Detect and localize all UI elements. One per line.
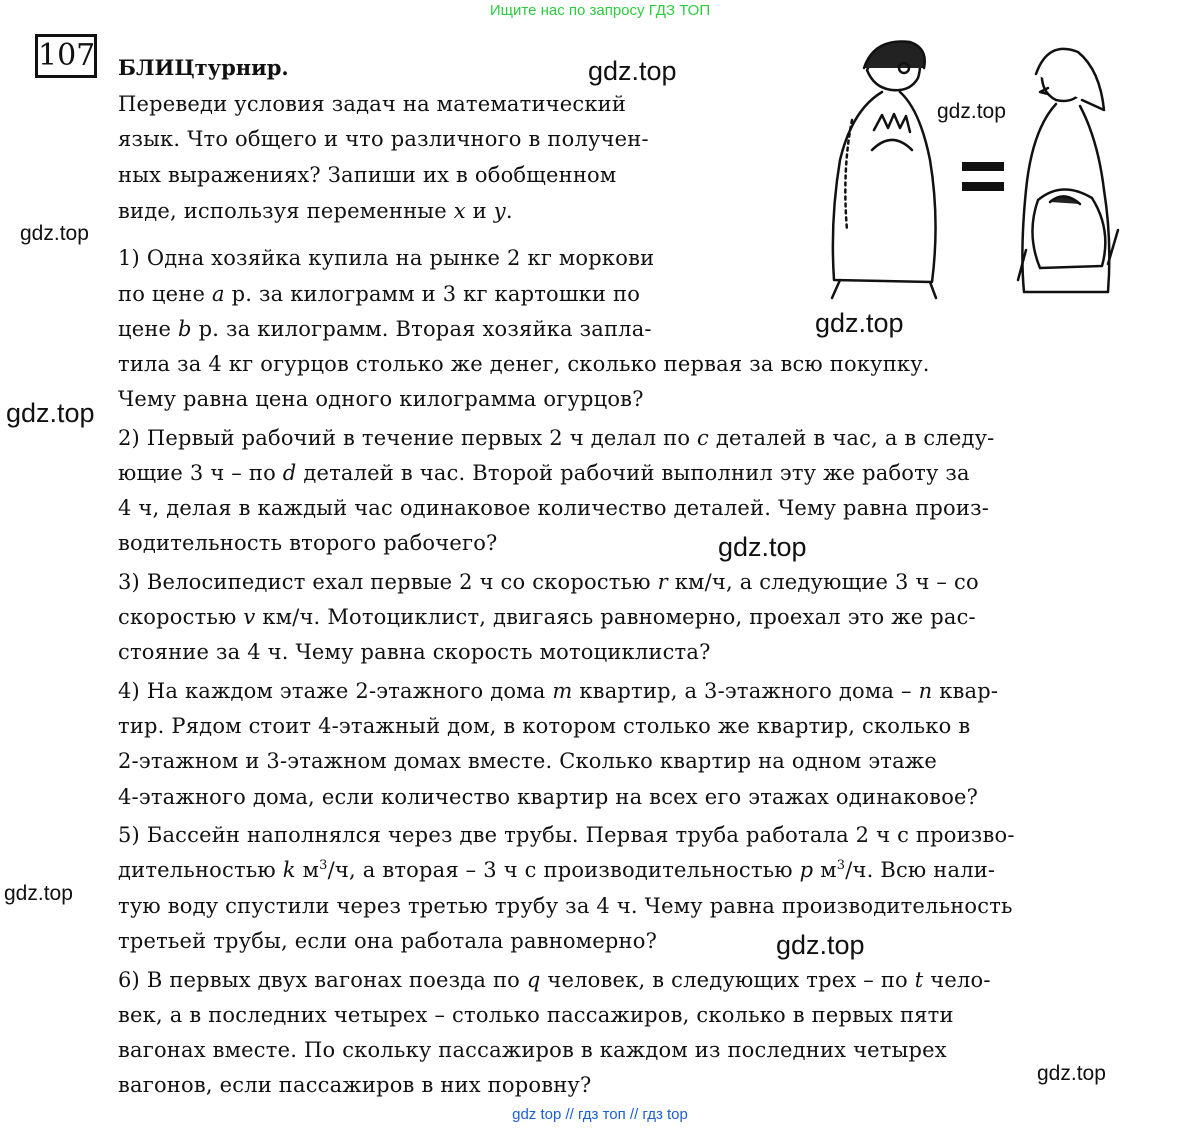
problem-4-line-4: 4-этажного дома, если количество квартир на всех его этажах одинаковое? bbox=[118, 785, 979, 809]
text: человек, в следующих трех – по bbox=[540, 968, 915, 992]
problem-3-line-1 bbox=[118, 564, 979, 600]
intro-end: . bbox=[505, 199, 513, 223]
intro-line-3: ных выражениях? Запиши их в обобщенном bbox=[118, 163, 617, 187]
text: 3) Велосипедист ехал первые 2 ч со скоростью bbox=[118, 570, 658, 594]
text: 4) На каждом этаже 2-этажного дома bbox=[118, 679, 553, 703]
problem-5-line-2 bbox=[118, 852, 995, 888]
text: чело- bbox=[923, 968, 991, 992]
watermark: gdz.top bbox=[4, 882, 73, 905]
text: км/ч. Мотоциклист, двигаясь равномерно, проехал это же рас- bbox=[255, 605, 976, 629]
watermark: gdz.top bbox=[1037, 1062, 1106, 1085]
var-n: n bbox=[918, 679, 933, 703]
text: скоростью bbox=[118, 605, 244, 629]
text: р. за килограмм. Вторая хозяйка запла- bbox=[191, 317, 652, 341]
text: по цене bbox=[118, 282, 212, 306]
superscript: 3 bbox=[319, 858, 328, 873]
watermark: gdz.top bbox=[937, 100, 1006, 123]
text: /ч. Всю нали- bbox=[845, 858, 996, 882]
text: ющие 3 ч – по bbox=[118, 461, 283, 485]
problem-5-line-3: тую воду спустили через третью трубу за 4 ч. Чему равна производительность bbox=[118, 894, 1013, 918]
var-t: t bbox=[914, 968, 924, 992]
text: м bbox=[813, 858, 837, 882]
problem-2-line-4: водительность второго рабочего? bbox=[118, 531, 498, 555]
var-r: r bbox=[657, 570, 668, 594]
problem-3-line-3: стояние за 4 ч. Чему равна скорость мотоциклиста? bbox=[118, 640, 711, 664]
problem-4-line-2: тир. Рядом стоит 4-этажный дом, в котором столько же квартир, сколько в bbox=[118, 714, 971, 738]
illustration-two-women bbox=[812, 30, 1142, 310]
var-q: q bbox=[526, 968, 541, 992]
top-banner[interactable]: Ищите нас по запросу ГДЗ ТОП bbox=[489, 2, 711, 19]
problem-1-line-4: тила за 4 кг огурцов столько же денег, сколько первая за всю покупку. bbox=[118, 352, 930, 376]
text: дительностью bbox=[118, 858, 283, 882]
problem-6-line-3: вагонах вместе. По скольку пассажиров в каждом из последних четырех bbox=[118, 1038, 947, 1062]
problem-1-line-3 bbox=[118, 311, 652, 347]
text: /ч, а вторая – 3 ч с производительностью bbox=[327, 858, 800, 882]
var-a: a bbox=[211, 282, 225, 306]
problem-6-line-1 bbox=[118, 962, 991, 998]
var-y: y bbox=[493, 199, 506, 223]
footer-links[interactable]: gdz top // гдз топ // гдз top bbox=[512, 1106, 688, 1123]
text: деталей в час. Второй рабочий выполнил эту же работу за bbox=[296, 461, 970, 485]
problem-4-line-3: 2-этажном и 3-этажном домах вместе. Сколько квартир на одном этаже bbox=[118, 749, 937, 773]
intro-text-4: виде, используя переменные bbox=[118, 199, 447, 223]
watermark: gdz.top bbox=[776, 930, 865, 960]
var-c: c bbox=[697, 426, 710, 450]
problem-2-line-1 bbox=[118, 420, 994, 456]
watermark: gdz.top bbox=[20, 222, 89, 245]
problem-5-line-4: третьей трубы, если она работала равномерно? bbox=[118, 929, 658, 953]
problem-2-line-2 bbox=[118, 455, 970, 491]
watermark: gdz.top bbox=[815, 308, 904, 338]
watermark: gdz.top bbox=[718, 532, 807, 562]
var-x: x bbox=[453, 199, 466, 223]
problem-4-line-1 bbox=[118, 673, 998, 709]
var-d: d bbox=[282, 461, 297, 485]
text: 2) Первый рабочий в течение первых 2 ч делал по bbox=[118, 426, 698, 450]
text: квар- bbox=[932, 679, 999, 703]
watermark: gdz.top bbox=[6, 398, 95, 428]
text: 6) В первых двух вагонах поезда по bbox=[118, 968, 527, 992]
task-title: БЛИЦтурнир. bbox=[118, 55, 289, 80]
var-v: v bbox=[243, 605, 256, 629]
problem-1-line-5: Чему равна цена одного килограмма огурцов? bbox=[118, 387, 644, 411]
text: квартир, а 3-этажного дома – bbox=[572, 679, 919, 703]
problem-3-line-2 bbox=[118, 599, 976, 635]
task-number: 107 bbox=[35, 34, 97, 78]
problem-5-line-1: 5) Бассейн наполнялся через две трубы. Первая труба работала 2 ч с произво- bbox=[118, 823, 1015, 847]
intro-line-2: язык. Что общего и что различного в получен- bbox=[118, 127, 649, 151]
var-b: b bbox=[178, 317, 192, 341]
problem-6-line-4: вагонов, если пассажиров в них поровну? bbox=[118, 1073, 592, 1097]
problem-6-line-2: век, а в последних четырех – столько пассажиров, сколько в первых пяти bbox=[118, 1003, 954, 1027]
text: цене bbox=[118, 317, 179, 341]
var-p: p bbox=[799, 858, 814, 882]
var-k: k bbox=[282, 858, 296, 882]
intro-line-4 bbox=[118, 193, 513, 229]
var-m: m bbox=[552, 679, 573, 703]
text: деталей в час, а в следу- bbox=[709, 426, 995, 450]
watermark: gdz.top bbox=[588, 56, 677, 86]
problem-2-line-3: 4 ч, делая в каждый час одинаковое количество деталей. Чему равна произ- bbox=[118, 496, 990, 520]
superscript: 3 bbox=[836, 858, 846, 873]
intro-and: и bbox=[472, 199, 487, 223]
text: км/ч, а следующие 3 ч – со bbox=[667, 570, 979, 594]
intro-line-1: Переведи условия задач на математический bbox=[118, 92, 627, 116]
problem-1-line-1: 1) Одна хозяйка купила на рынке 2 кг моркови bbox=[118, 246, 655, 270]
text: р. за килограмм и 3 кг картошки по bbox=[224, 282, 641, 306]
problem-1-line-2 bbox=[118, 276, 640, 312]
text: м bbox=[295, 858, 320, 882]
